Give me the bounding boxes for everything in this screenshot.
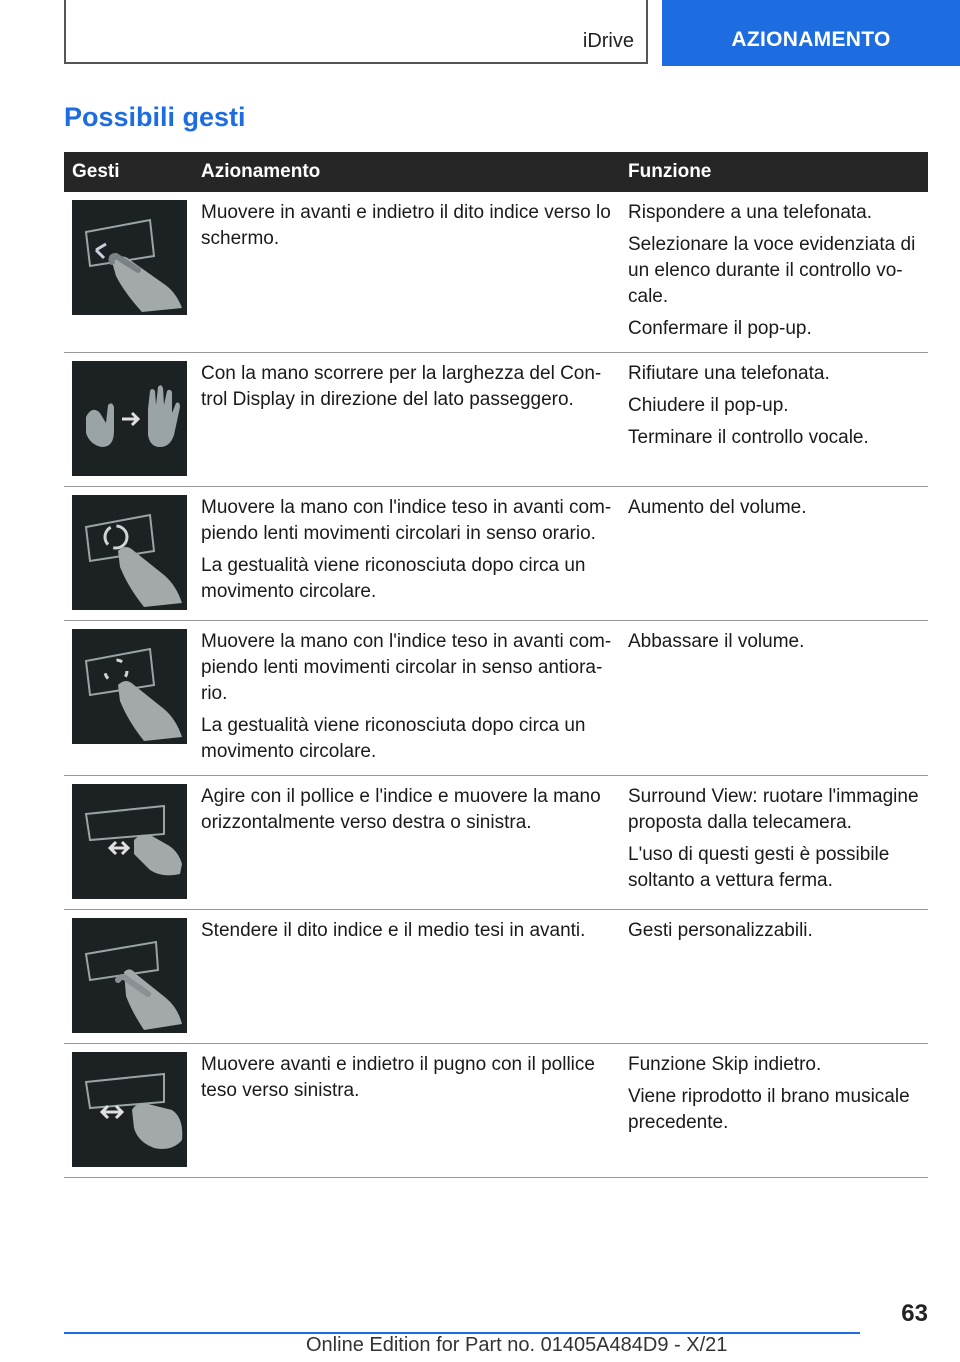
circle-counterclockwise-icon	[72, 629, 187, 744]
action-cell	[193, 1044, 620, 1178]
action-text: Con la mano scorrere per la larghezza del Con-trol Display in direzione del lato passeggero.	[201, 363, 602, 410]
function-cell	[620, 1044, 928, 1178]
action-cell	[193, 776, 620, 910]
thumb-index-horizontal-icon	[72, 784, 187, 899]
table-row	[64, 487, 928, 621]
function-text: Funzione Skip indietro.	[628, 1054, 822, 1075]
chapter-tab[interactable]: AZIONAMENTO	[662, 0, 960, 66]
action-text: Muovere avanti e indietro il pugno con il pollice teso verso sinistra.	[201, 1054, 595, 1101]
action-cell	[193, 910, 620, 1044]
function-cell	[620, 776, 928, 910]
action-text: Muovere la mano con l'indice teso in avanti com-piendo lenti movimenti circolar in senso antiora-rio.	[201, 631, 612, 704]
column-header-gesture: Gesti	[64, 152, 193, 192]
gestures-table	[64, 152, 928, 1178]
function-cell	[620, 192, 928, 353]
function-text: Viene riprodotto il brano musicale precedente.	[628, 1086, 910, 1133]
page-title: Possibili gesti	[64, 102, 246, 132]
action-text: Agire con il pollice e l'indice e muovere la mano orizzontalmente verso destra o sinistra.	[201, 786, 601, 833]
column-header-action: Azionamento	[193, 152, 620, 192]
function-text: Gesti personalizzabili.	[628, 920, 813, 941]
action-text: Muovere la mano con l'indice teso in avanti com-piendo lenti movimenti circolari in senso orario.	[201, 497, 612, 544]
column-header-function: Funzione	[620, 152, 928, 192]
footer-text: Online Edition for Part no. 01405A484D9 - X/21	[306, 1334, 728, 1356]
function-cell	[620, 621, 928, 776]
function-cell	[620, 910, 928, 1044]
table-row	[64, 910, 928, 1044]
header-frame	[64, 0, 648, 64]
function-text: Selezionare la voce evidenziata di un elenco durante il controllo vo-cale.	[628, 234, 916, 307]
hand-swipe-icon	[72, 361, 187, 476]
two-fingers-icon	[72, 918, 187, 1033]
function-cell	[620, 487, 928, 621]
gesture-cell	[64, 487, 193, 621]
finger-forward-back-icon	[72, 200, 187, 315]
gesture-cell	[64, 910, 193, 1044]
gesture-cell	[64, 621, 193, 776]
function-text: L'uso di questi gesti è possibile soltanto a vettura ferma.	[628, 844, 890, 891]
table-row	[64, 621, 928, 776]
function-cell	[620, 353, 928, 487]
table-header-row	[64, 152, 928, 192]
page-number: 63	[901, 1300, 928, 1327]
action-text: La gestualità viene riconosciuta dopo circa un movimento circolare.	[201, 555, 586, 602]
function-text: Rispondere a una telefonata.	[628, 202, 873, 223]
function-text: Surround View: ruotare l'immagine proposta dalla telecamera.	[628, 786, 919, 833]
circle-clockwise-icon	[72, 495, 187, 610]
table-row	[64, 353, 928, 487]
action-text: Muovere in avanti e indietro il dito indice verso lo schermo.	[201, 202, 611, 249]
action-text: La gestualità viene riconosciuta dopo circa un movimento circolare.	[201, 715, 586, 762]
function-text: Abbassare il volume.	[628, 631, 805, 652]
action-cell	[193, 487, 620, 621]
action-cell	[193, 192, 620, 353]
function-text: Rifiutare una telefonata.	[628, 363, 830, 384]
function-text: Aumento del volume.	[628, 497, 807, 518]
function-text: Terminare il controllo vocale.	[628, 427, 869, 448]
action-text: Stendere il dito indice e il medio tesi in avanti.	[201, 920, 586, 941]
action-cell	[193, 621, 620, 776]
function-text: Chiudere il pop-up.	[628, 395, 789, 416]
gesture-cell	[64, 192, 193, 353]
gesture-cell	[64, 1044, 193, 1178]
action-cell	[193, 353, 620, 487]
fist-thumb-icon	[72, 1052, 187, 1167]
gesture-cell	[64, 353, 193, 487]
gesture-cell	[64, 776, 193, 910]
function-text: Confermare il pop-up.	[628, 318, 812, 339]
table-row	[64, 776, 928, 910]
table-row	[64, 1044, 928, 1178]
header-section: iDrive	[582, 30, 634, 52]
table-row	[64, 192, 928, 353]
